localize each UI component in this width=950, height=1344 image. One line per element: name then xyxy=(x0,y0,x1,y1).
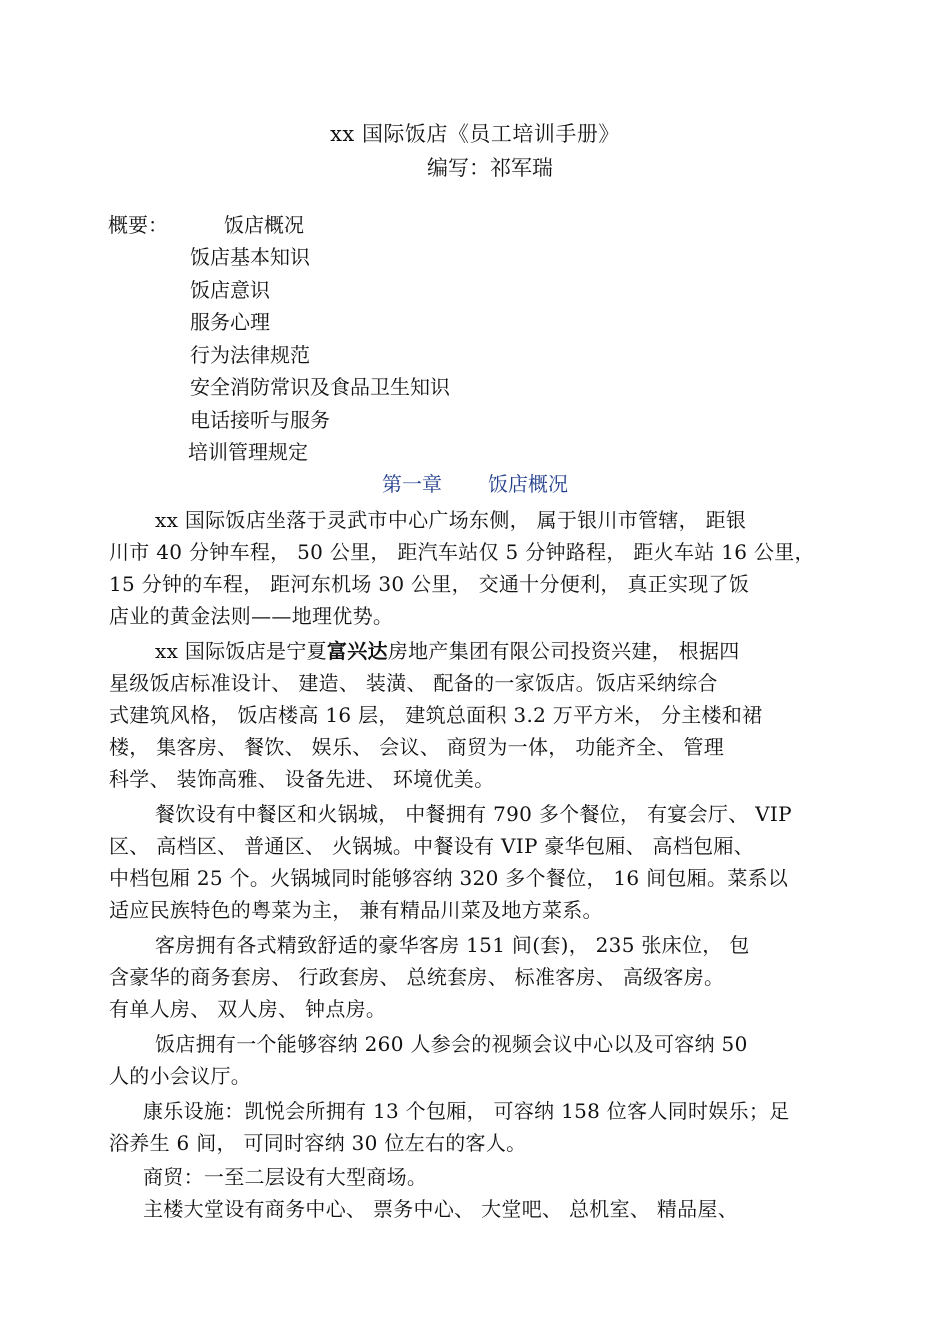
paragraph-line: 餐饮设有中餐区和火锅城， 中餐拥有 790 多个餐位， 有宴会厅、 VIP xyxy=(155,802,792,826)
paragraph-line: 有单人房、 双人房、 钟点房。 xyxy=(109,997,387,1021)
toc-item: 饭店意识 xyxy=(190,278,270,302)
paragraph-line: 科学、 装饰高雅、 设备先进、 环境优美。 xyxy=(109,767,495,791)
text-span: xx 国际饭店是宁夏 xyxy=(155,639,327,663)
paragraph-line: 楼， 集客房、 餐饮、 娱乐、 会议、 商贸为一体， 功能齐全、 管理 xyxy=(109,735,725,759)
paragraph-line: 中档包厢 25 个。火锅城同时能够容纳 320 多个餐位， 16 间包厢。菜系以 xyxy=(109,866,789,890)
paragraph-line: 浴养生 6 间， 可同时容纳 30 位左右的客人。 xyxy=(109,1131,527,1155)
paragraph-line xyxy=(155,635,740,664)
toc-item: 行为法律规范 xyxy=(190,343,310,367)
paragraph-line: 区、 高档区、 普通区、 火锅城。中餐设有 VIP 豪华包厢、 高档包厢、 xyxy=(109,834,755,858)
toc-item: 安全消防常识及食品卫生知识 xyxy=(190,375,450,399)
paragraph-line: xx 国际饭店坐落于灵武市中心广场东侧， 属于银川市管辖， 距银 xyxy=(155,508,747,532)
toc-item: 电话接听与服务 xyxy=(190,408,330,432)
paragraph-line: 商贸：一至二层设有大型商场。 xyxy=(143,1165,428,1189)
paragraph-line: 人的小会议厅。 xyxy=(109,1064,252,1088)
paragraph-line: 店业的黄金法则——地理优势。 xyxy=(109,604,394,628)
paragraph-line: 川市 40 分钟车程， 50 公里， 距汽车站仅 5 分钟路程， 距火车站 16 公里， xyxy=(109,540,815,564)
author-line: 编写：祁军瑞 xyxy=(427,156,553,180)
title-prefix: xx xyxy=(330,122,355,146)
paragraph-line: 主楼大堂设有商务中心、 票务中心、 大堂吧、 总机室、 精品屋、 xyxy=(143,1197,739,1221)
toc-label: 概要： xyxy=(108,213,168,237)
paragraph-line: 适应民族特色的粤菜为主， 兼有精品川菜及地方菜系。 xyxy=(109,898,603,922)
paragraph-line: 含豪华的商务套房、 行政套房、 总统套房、 标准客房、 高级客房。 xyxy=(109,965,725,989)
paragraph-line: 饭店拥有一个能够容纳 260 人参会的视频会议中心以及可容纳 50 xyxy=(155,1032,748,1056)
toc-item: 培训管理规定 xyxy=(188,440,308,464)
toc-item: 饭店概况 xyxy=(224,213,304,237)
chapter-number: 第一章 xyxy=(382,472,442,496)
paragraph-line: 客房拥有各式精致舒适的豪华客房 151 间(套)， 235 张床位， 包 xyxy=(155,933,750,957)
document-title xyxy=(0,118,950,148)
paragraph-line: 15 分钟的车程， 距河东机场 30 公里， 交通十分便利， 真正实现了饭 xyxy=(109,572,750,596)
text-span: 房地产集团有限公司投资兴建， 根据四 xyxy=(387,639,740,663)
toc-item: 服务心理 xyxy=(190,310,270,334)
toc-item: 饭店基本知识 xyxy=(190,245,310,269)
chapter-heading xyxy=(0,468,950,497)
chapter-title: 饭店概况 xyxy=(488,472,568,496)
paragraph-line: 式建筑风格， 饭店楼高 16 层， 建筑总面积 3.2 万平方米， 分主楼和裙 xyxy=(109,703,763,727)
paragraph-line: 康乐设施：凯悦会所拥有 13 个包厢， 可容纳 158 位客人同时娱乐；足 xyxy=(143,1099,790,1123)
paragraph-line: 星级饭店标准设计、 建造、 装潢、 配备的一家饭店。饭店采纳综合 xyxy=(109,671,718,695)
title-main: 国际饭店《员工培训手册》 xyxy=(361,122,620,146)
company-name: 富兴达 xyxy=(326,639,388,663)
